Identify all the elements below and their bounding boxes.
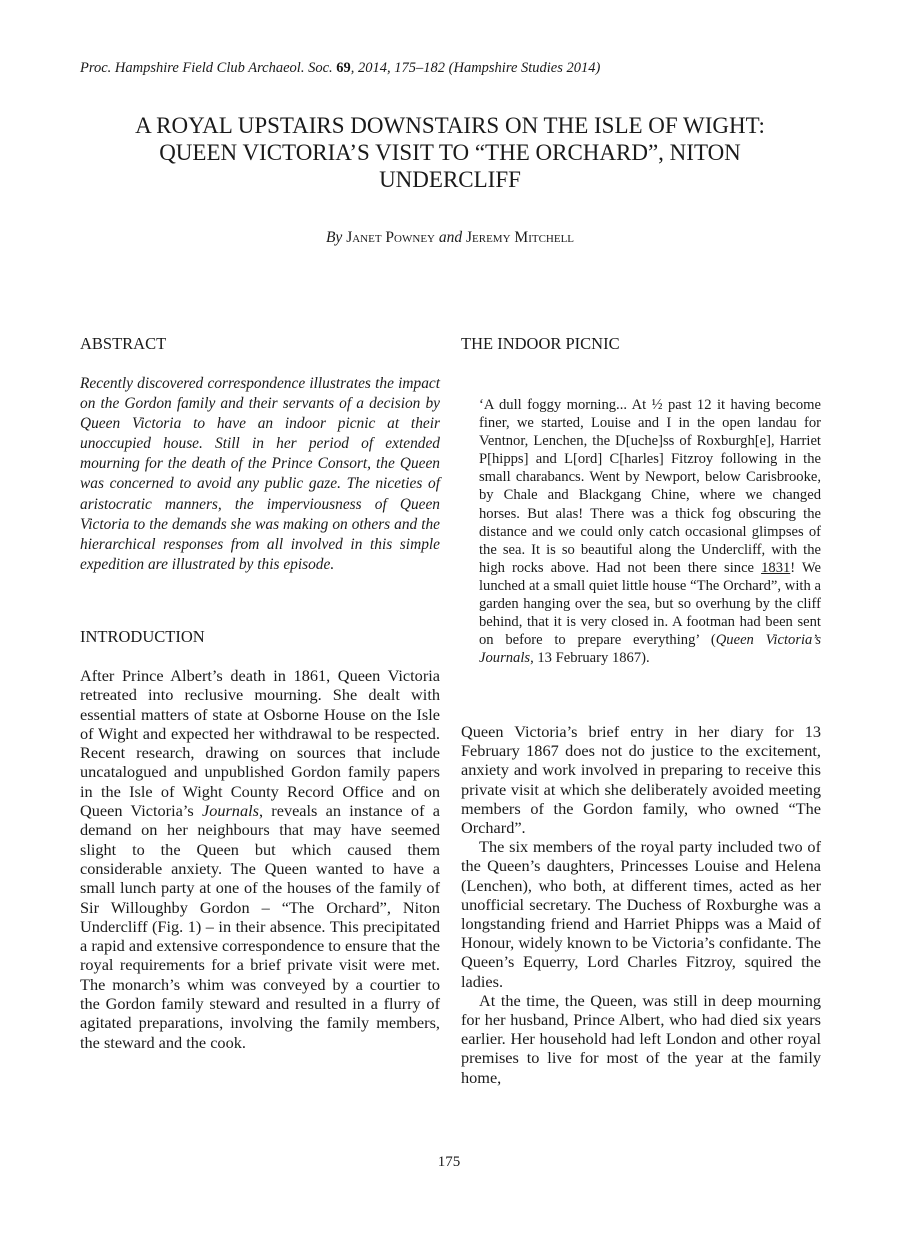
- abstract-heading: ABSTRACT: [80, 334, 167, 353]
- title-line: QUEEN VICTORIA’S VISIT TO “THE ORCHARD”, NITON: [159, 140, 741, 165]
- title-line: UNDERCLIFF: [379, 167, 521, 192]
- journal-pages: , 2014, 175–182 (Hampshire Studies 2014): [350, 60, 601, 76]
- title-line: A ROYAL UPSTAIRS DOWNSTAIRS ON THE ISLE OF WIGHT:: [135, 113, 765, 138]
- text-span: ! We lunched at a small quiet little house “The Orchard”, with a garden hanging over the sea, but so overhung by the cliff behind, that it is very closed in. A footman had been sent on before to prepare everything’ (: [479, 559, 822, 649]
- text-span: , 13 February 1867).: [530, 650, 650, 667]
- indoor-picnic-body: [461, 722, 821, 1087]
- author-name: Jeremy Mitchell: [466, 229, 575, 246]
- paragraph: Queen Victoria’s brief entry in her diary for 13 February 1867 does not do justice to the excitement, anxiety and work involved in preparing to receive this private visit at which she deliberately avoided meeting members of the Gordon family, who owned “The Orchard”.: [461, 722, 821, 838]
- journal-volume: 69: [336, 60, 351, 76]
- underlined-year: 1831: [761, 559, 791, 576]
- journal-quote: [479, 396, 821, 667]
- abstract-text: Recently discovered correspondence illustrates the impact on the Gordon family and their servants of a decision by Queen Victoria to have an indoor picnic at their unoccupied house. Still in her period of extended mourning for the death of the Prince Consort, the Queen was concerned to avoid any public gaze. The niceties of aristocratic manners, the imperviousness of Queen Victoria to the demands she was making on others and the hierarchical responses from all involved in this simple expedition are illustrated by this episode.: [80, 375, 440, 573]
- paragraph: The six members of the royal party included two of the Queen’s daughters, Princesses Louise and Helena (Lenchen), who both, at different times, acted as her unofficial secretary. The Duchess of Roxburghe was a longstanding friend and Harriet Phipps was a Maid of Honour, widely known to be Victoria’s confidante. The Queen’s Equerry, Lord Charles Fitzroy, squired the ladies.: [461, 837, 821, 991]
- quote-source: Queen Victoria’s Journals: [479, 632, 822, 667]
- text-span: , reveals an instance of a demand on her neighbours that may have seemed slight to the Queen but which caused them considerable anxiety. The Queen wanted to have a small lunch party at one of the houses of the family of Sir Willoughby Gordon – “The Orchard”, Niton Undercliff (Fig. 1) – in their absence. This precipitated a rapid and extensive correspondence to ensure that the royal requirements for a brief private visit were met. The monarch’s whim was conveyed by a courtier to the Gordon family steward and resulted in a flurry of agitated preparations, involving the family members, the steward and the cook.: [80, 801, 440, 1052]
- text-span: After Prince Albert’s death in 1861, Queen Victoria retreated into reclusive mourning. She dealt with essential matters of state at Osborne House on the Isle of Wight and expected her withdrawal to be respected. Recent research, drawing on sources that include uncatalogued and unpublished Gordon family papers in the Isle of Wight County Record Office and on Queen Victoria’s: [80, 666, 440, 821]
- journal-citation: [80, 60, 820, 77]
- author-name: Janet Powney: [346, 229, 435, 246]
- italic-span: Journals: [201, 801, 259, 821]
- indoor-picnic-heading: THE INDOOR PICNIC: [461, 334, 620, 353]
- page-number: 175: [437, 1154, 461, 1170]
- introduction-text: [80, 666, 440, 1052]
- byline-by: By: [325, 229, 343, 246]
- text-span: ‘A dull foggy morning... At ½ past 12 it having become finer, we started, Louise and I in the open landau for Ventnor, Lenchen, the D[uche]ss of Roxburgh[e], Harriet P[hipps] and L[ord] C[harles] Fitzroy following in the small charabancs. Went by Newport, below Carisbrooke, by Chale and Blackgang Chine, where we changed horses. But alas! There was a thick fog obscuring the distance and we could only catch occasional glimpses of the sea. It is so beautiful along the Undercliff, with the high rocks above. Had not been there since: [479, 397, 821, 576]
- paragraph: At the time, the Queen, was still in deep mourning for her husband, Prince Albert, who had died six years earlier. Her household had left London and other royal premises to live for most of the year at the family home,: [461, 990, 821, 1087]
- introduction-heading: INTRODUCTION: [80, 627, 205, 646]
- byline-and: and: [438, 229, 463, 246]
- journal-name: Proc. Hampshire Field Club Archaeol. Soc.: [80, 60, 333, 76]
- article-title: [70, 112, 830, 193]
- byline: [80, 229, 820, 247]
